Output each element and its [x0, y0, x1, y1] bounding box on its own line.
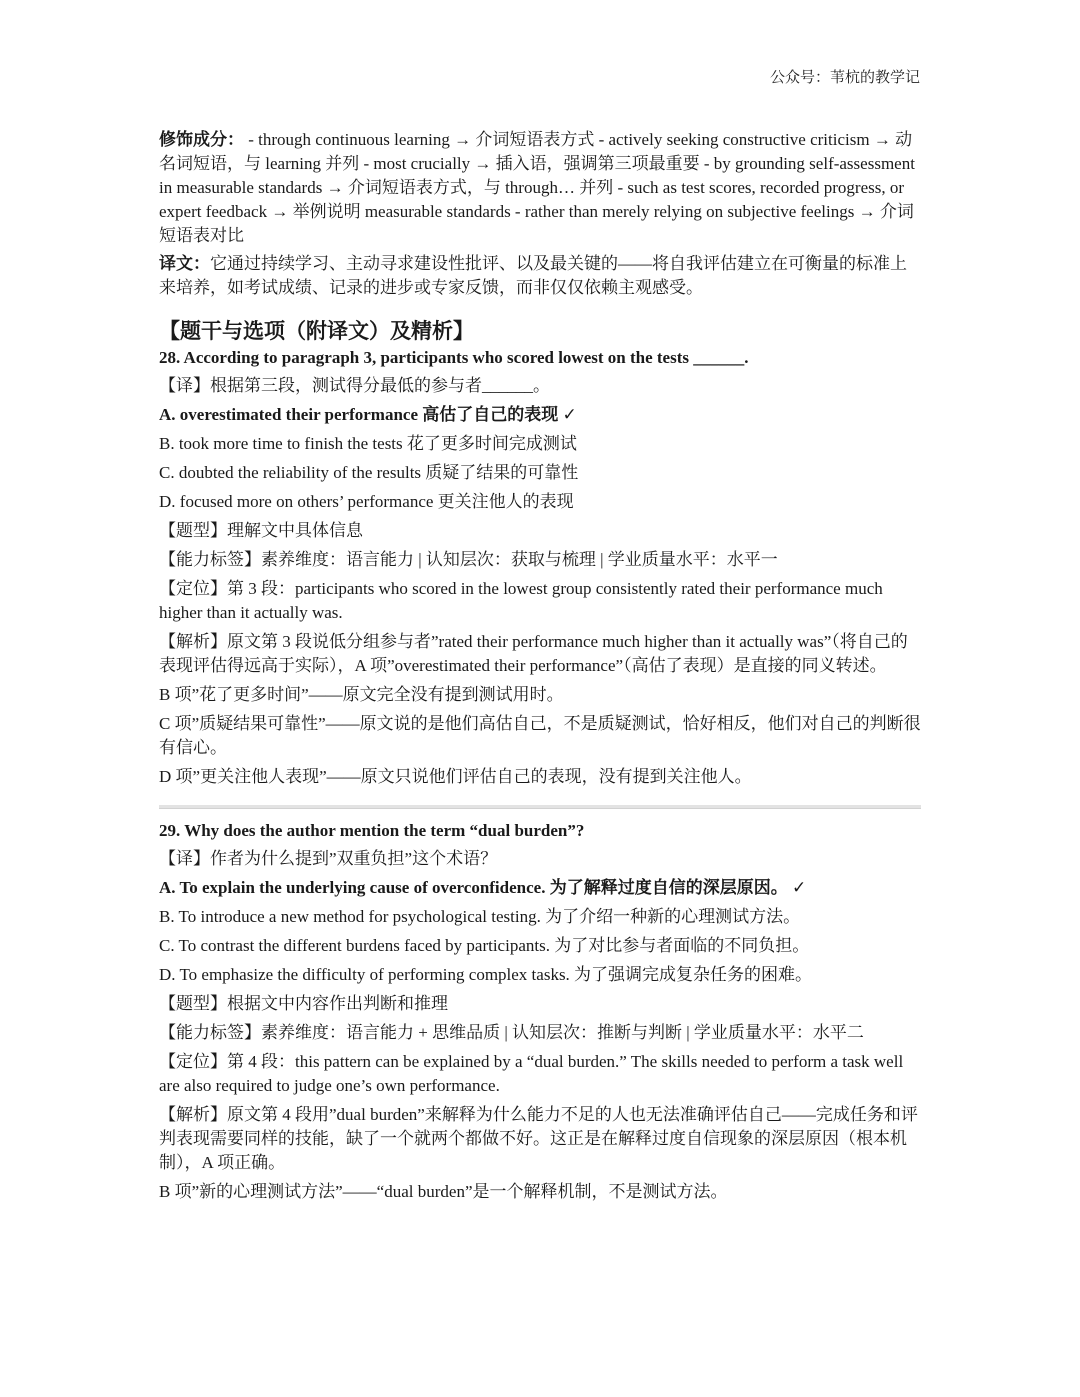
modifiers-text: - through continuous learning → 介词短语表方式 - actively seeking constructive criticism → 动名词短语，与 learning 并列 - most crucially → 插入语，强调第三项最重要 - by grounding self-assessment in measurable standards → 介词短语表方式，与 through… 并列 - such as test scores, recorded progress, or expert feedback → 举例说明 measurable standards - rather than merely relying on subjective feelings → 介词短语表对比: [159, 130, 915, 245]
q29-option-c: C. To contrast the different burdens faced by participants. 为了对比参与者面临的不同负担。: [159, 936, 810, 955]
q28-option-c: C. doubted the reliability of the results 质疑了结果的可靠性: [159, 463, 579, 482]
q28-ability: 【能力标签】素养维度：语言能力 | 认知层次：获取与梳理 | 学业质量水平：水平一: [159, 550, 778, 569]
q29-type: 【题型】根据文中内容作出判断和推理: [159, 994, 448, 1013]
translation-label: 译文：: [159, 254, 210, 273]
document-body: [159, 128, 921, 1204]
translation-text: 它通过持续学习、主动寻求建设性批评、以及最关键的——将自我评估建立在可衡量的标准上来培养，如考试成绩、记录的进步或专家反馈，而非仅仅依赖主观感受。: [159, 254, 907, 297]
q28-translation: 【译】根据第三段，测试得分最低的参与者______。: [159, 376, 550, 395]
q29-option-a-text: A. To explain the underlying cause of overconfidence. 为了解释过度自信的深层原因。: [159, 878, 788, 897]
modifiers-label: 修饰成分：: [159, 130, 244, 149]
q29-b-note: B 项”新的心理测试方法”——“dual burden”是一个解释机制，不是测试方法。: [159, 1182, 728, 1201]
q28-locate: 【定位】第 3 段：participants who scored in the lowest group consistently rated their performance much higher than it actually was.: [159, 579, 883, 622]
q28-option-a-text: A. overestimated their performance 高估了自己的表现: [159, 405, 559, 424]
question-divider: [159, 805, 921, 809]
q29-option-a: [159, 876, 921, 900]
q29-option-d: D. To emphasize the difficulty of performing complex tasks. 为了强调完成复杂任务的困难。: [159, 965, 813, 984]
check-icon: ✓: [562, 405, 577, 425]
q29-ability: 【能力标签】素养维度：语言能力 + 思维品质 | 认知层次：推断与判断 | 学业质量水平：水平二: [159, 1023, 864, 1042]
q28-option-b: B. took more time to finish the tests 花了更多时间完成测试: [159, 434, 577, 453]
q28-option-a: [159, 403, 921, 427]
q29-option-b: B. To introduce a new method for psychological testing. 为了介绍一种新的心理测试方法。: [159, 907, 801, 926]
q28-c-note: C 项”质疑结果可靠性”——原文说的是他们高估自己，不是质疑测试，恰好相反，他们对自己的判断很有信心。: [159, 714, 921, 757]
q28-b-note: B 项”花了更多时间”——原文完全没有提到测试用时。: [159, 685, 564, 704]
header-account: 公众号：苇杭的教学记: [769, 70, 920, 86]
q28-type: 【题型】理解文中具体信息: [159, 521, 363, 540]
q29-analysis: 【解析】原文第 4 段用”dual burden”来解释为什么能力不足的人也无法准确评估自己——完成任务和评判表现需要同样的技能，缺了一个就两个都做不好。这正是在解释过度自信现象的深层原因（根本机制），A 项正确。: [159, 1105, 918, 1172]
q29-stem: 29. Why does the author mention the term “dual burden”?: [159, 821, 585, 840]
q28-option-d: D. focused more on others’ performance 更关注他人的表现: [159, 492, 574, 511]
q29-locate: 【定位】第 4 段：this pattern can be explained by a “dual burden.” The skills needed to perform a task well are also required to judge one’s own performance.: [159, 1052, 904, 1095]
q28-d-note: D 项”更关注他人表现”——原文只说他们评估自己的表现，没有提到关注他人。: [159, 767, 752, 786]
q28-analysis: 【解析】原文第 3 段说低分组参与者”rated their performance much higher than it actually was”（将自己的表现评估得远高于实际），A 项”overestimated their performance”（高估了表现）是直接的同义转述。: [159, 632, 908, 675]
q29-translation: 【译】作者为什么提到”双重负担”这个术语？: [159, 849, 498, 868]
translation-paragraph: [159, 252, 921, 300]
check-icon: ✓: [791, 878, 807, 898]
modifiers-paragraph: [159, 128, 921, 248]
q28-stem: 28. According to paragraph 3, participants who scored lowest on the tests ______.: [159, 348, 749, 367]
section-title: 【题干与选项（附译文）及精析】: [159, 319, 474, 343]
